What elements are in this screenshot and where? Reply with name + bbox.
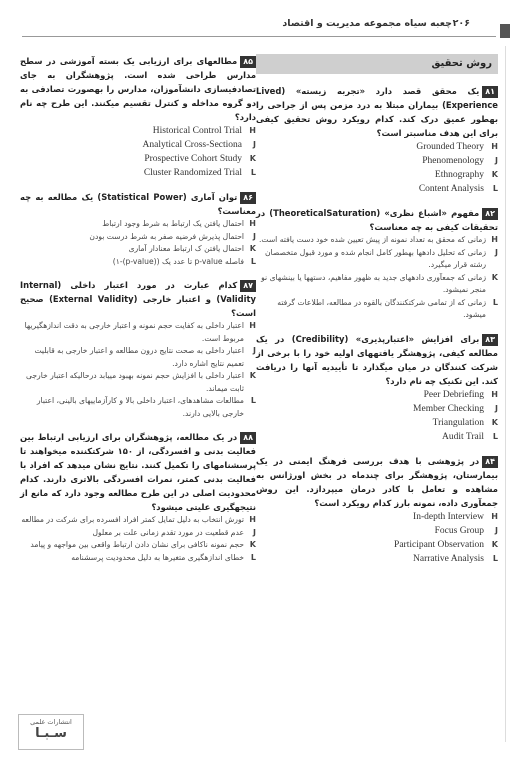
option-text: حجم نمونه ناکافی برای نشان دادن ارتباط واقعی بین مواجهه و پیامد (30, 540, 244, 549)
publisher-logo (18, 714, 84, 750)
left-column (20, 54, 256, 574)
option-marker: K (249, 371, 256, 380)
page-header (8, 6, 510, 40)
answer-option (20, 218, 256, 231)
option-text: تورش انتخاب به دلیل تمایل کمتر افراد افسرده برای شرکت در مطالعه (21, 515, 244, 524)
option-text: زمانی که از تمامی شرکتکنندگان بالقوه در مطالعه، اطلاعات گرفته میشود. (277, 297, 486, 319)
option-marker: L (250, 396, 256, 405)
answer-option (20, 152, 256, 166)
option-text: Ethnography (434, 170, 484, 180)
option-text: اعتبار داخلی با افزایش حجم نمونه بهبود مییابد درحالیکه اعتبار خارجی ثابت میماند. (26, 371, 244, 393)
option-marker: L (492, 184, 498, 193)
option-text: Historical Control Trial (152, 126, 242, 136)
answer-option (256, 272, 498, 297)
book-title: چعبه سیاه مجموعه مدیریت و اقتصاد (282, 18, 452, 29)
question-stem (20, 430, 256, 514)
option-marker: J (495, 247, 498, 257)
question-text: مطالعهای برای ارزیابی یک بسته آموزشی در سطح مدارس طراحی شده است. پژوهشگران به جای تصادفیسازی دانشآموزان، مدارس را بهصورت تصادفی به دو گروه مداخله و کنترل تقسیم میکنند. این طرح چه نام دارد؟ (20, 56, 256, 122)
question-item (256, 454, 498, 566)
answer-option (256, 247, 498, 272)
answer-option (20, 231, 256, 244)
option-text: زمانی که تحلیل دادهها بهطور کامل انجام شده و مورد قبول متخصصان رشته قرار میگیرد. (264, 247, 486, 269)
section-title: روش تحقیق (256, 54, 498, 74)
question-stem (256, 84, 498, 140)
question-item (20, 278, 256, 420)
option-marker: K (491, 170, 498, 179)
option-text: احتمال یافتن یک ارتباط به شرط وجود ارتباط (102, 219, 244, 228)
answer-option (20, 514, 256, 527)
logo-caption: انتشارات علمی (30, 718, 72, 726)
option-marker: L (492, 297, 498, 307)
question-item (20, 54, 256, 180)
option-marker: H (491, 142, 498, 151)
question-item (20, 190, 256, 268)
answer-option (20, 539, 256, 552)
page-number: ۲۰۶ (452, 18, 470, 29)
option-marker: K (249, 154, 256, 163)
answer-option (256, 416, 498, 430)
option-text: Grounded Theory (416, 142, 484, 152)
option-text: Peer Debriefing (423, 389, 484, 400)
answer-option (256, 430, 498, 444)
option-marker: L (250, 168, 256, 177)
question-number: ۸۶ (240, 192, 256, 204)
question-stem (256, 454, 498, 510)
answer-option (20, 166, 256, 180)
question-number: ۸۱ (482, 86, 498, 98)
question-text: توان آماری (Statistical Power) یک مطالعه به چه معناست؟ (20, 192, 256, 216)
option-marker: J (253, 346, 256, 355)
option-marker: K (249, 244, 256, 253)
question-number: ۸۷ (240, 280, 256, 292)
option-marker: K (491, 272, 498, 282)
option-text: Analytical Cross-Sectiona (142, 140, 242, 150)
option-text: احتمال پذیرش فرضیه صفر به شرط درست بودن (89, 231, 244, 241)
option-text: Cluster Randomized Trial (143, 168, 242, 178)
option-marker: H (249, 126, 256, 135)
option-marker: L (492, 553, 498, 563)
question-number: ۸۵ (240, 56, 256, 68)
option-marker: J (253, 527, 256, 537)
option-marker: H (491, 235, 498, 244)
answer-option (256, 168, 498, 182)
answer-option (256, 524, 498, 538)
answer-option (20, 527, 256, 540)
option-text: Member Checking (413, 403, 484, 414)
question-text: برای افزایش «اعتبارپذیری» (Credibility) در یک مطالعه کیفی، پژوهشگر یافتههای اولیه خود را با برخی از شرکت کنندگان در میان میگذارد تا تأییدیه آنها را دریافت کند. این تکنیک چه نام دارد؟ (256, 333, 498, 386)
left-question-list (20, 54, 256, 564)
question-item (20, 430, 256, 564)
option-marker: J (495, 156, 498, 165)
option-marker: K (491, 417, 498, 427)
question-stem (256, 332, 498, 388)
option-text: زمانی که محقق به تعداد نمونه از پیش تعیین شده خود دست یافته است. (258, 235, 486, 244)
option-marker: L (492, 431, 498, 441)
option-marker: J (253, 231, 256, 241)
answer-option (20, 243, 256, 256)
question-stem (20, 278, 256, 320)
question-number: ۸۲ (482, 208, 498, 220)
option-text: Participant Observation (394, 539, 484, 550)
option-text: Narrative Analysis (413, 553, 484, 564)
answer-option (256, 510, 498, 524)
answer-option (20, 320, 256, 345)
option-marker: H (249, 219, 256, 228)
question-number: ۸۳ (482, 334, 498, 346)
right-question-list (256, 84, 498, 566)
answer-option (20, 138, 256, 152)
answer-option (256, 234, 498, 247)
question-text: یک محقق قصد دارد «تجربه زیسته» (Lived Experience) بیماران مبتلا به درد مزمن پس از جراحی را بهطور عمیق درک کند. کدام رویکرد روش تحقیق کیفی برای این هدف مناسبتر است؟ (256, 86, 498, 138)
option-text: Phenomenology (422, 156, 484, 166)
question-text: کدام عبارت در مورد اعتبار داخلی (Internal Validity) و اعتبار خارجی (External Validity) صحیح است؟ (20, 280, 257, 318)
question-stem (20, 54, 256, 124)
option-marker: H (491, 511, 498, 521)
option-text: احتمال یافتن ک ارتباط معنادار آماری (128, 244, 244, 253)
option-marker: J (495, 403, 498, 413)
header-rule (22, 36, 496, 37)
option-text: In-depth Interview (413, 511, 484, 522)
option-marker: H (249, 321, 256, 330)
option-text: Content Analysis (418, 184, 484, 194)
logo-wordmark: سـبـا (35, 726, 67, 741)
question-text: در پژوهشی با هدف بررسی فرهنگ ایمنی در یک بیمارستان، پژوهشگر برای چندماه در بخش اورژانس به مشاهده و تعامل با کادر درمان میپردازد. این روش جمعآوری داده، نمونه بارز کدام رویکرد است؟ (256, 455, 498, 508)
answer-option (20, 256, 256, 269)
option-text: Prospective Cohort Study (144, 154, 242, 164)
question-item (256, 206, 498, 322)
page (8, 6, 510, 762)
option-marker: H (491, 389, 498, 399)
question-item (256, 332, 498, 444)
answer-option (256, 297, 498, 322)
answer-option (256, 538, 498, 552)
margin-rule (505, 46, 506, 742)
option-marker: L (250, 256, 256, 266)
answer-option (256, 140, 498, 154)
option-text: Audit Trail (442, 431, 484, 442)
answer-option (256, 182, 498, 196)
header-tab-marker (500, 24, 510, 38)
option-text: اعتبار داخلی به کفایت حجم نمونه و اعتبار خارجی به دقت اندازهگیریها مربوط است. (24, 321, 244, 343)
option-text: زمانی که جمعآوری دادههای جدید به ظهور مفاهیم، دستهها یا بینشهای نو منجر نمیشود. (261, 272, 486, 294)
answer-option (256, 552, 498, 566)
option-marker: H (249, 515, 256, 524)
answer-option (20, 345, 256, 370)
option-marker: J (253, 140, 256, 149)
answer-option (20, 370, 256, 395)
right-column (256, 54, 498, 576)
option-text: اعتبار داخلی به صحت نتایج درون مطالعه و اعتبار خارجی به قابلیت تعمیم نتایج اشاره دارد. (34, 346, 244, 368)
option-marker: J (495, 525, 498, 535)
option-text: فاصله p-value تا عدد یک ((p-value)-۱) (112, 256, 244, 266)
answer-option (20, 124, 256, 138)
answer-option (20, 395, 256, 420)
option-text: Focus Group (434, 525, 484, 536)
question-number: ۸۸ (240, 432, 256, 444)
answer-option (256, 388, 498, 402)
question-text: مفهوم «اشباع نظری» (TheoreticalSaturation) در تحقیقات کیفی به چه معناست؟ (256, 208, 498, 232)
option-text: Triangulation (432, 417, 484, 428)
answer-option (256, 154, 498, 168)
option-text: خطای اندازهگیری متغیرها به دلیل محدودیت پرسشنامه (71, 552, 244, 562)
answer-option (256, 402, 498, 416)
answer-option (20, 552, 256, 565)
option-text: عدم قطعیت در مورد تقدم زمانی علت بر معلول (92, 527, 244, 537)
option-marker: K (491, 539, 498, 549)
question-item (256, 84, 498, 196)
question-number: ۸۴ (482, 456, 498, 468)
question-text: در یک مطالعه، پژوهشگران برای ارزیابی ارتباط بین فعالیت بدنی و افسردگی، از ۱۵۰ شرکتکننده میخواهند تا پرسشنامهای را تکمیل کنند. نتایج نشان میدهد که افراد با فعالیت بدنی کمتر، نمرات افسردگی بالاتری دارند. کدام محدودیت اصلی در این طرح مطالعه وجود دارد که مانع از نتیجهگیری علیتی میشود؟ (20, 432, 256, 512)
option-marker: L (250, 552, 256, 562)
option-marker: K (249, 540, 256, 549)
question-stem (256, 206, 498, 234)
option-text: مطالعات مشاهدهای، اعتبار داخلی بالا و کارآزماییهای بالینی، اعتبار خارجی بالایی دارند. (36, 396, 244, 418)
question-stem (20, 190, 256, 218)
